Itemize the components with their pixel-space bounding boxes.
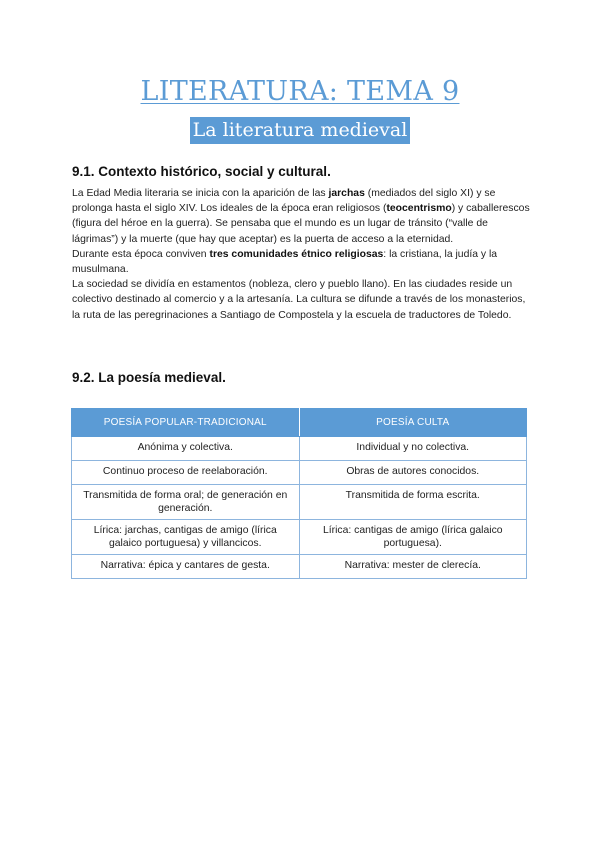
page-subtitle: La literatura medieval (190, 117, 411, 144)
subtitle-wrap (0, 117, 600, 144)
paragraph-edad-media (72, 186, 532, 247)
poetry-comparison-table (71, 408, 527, 579)
paragraph-comunidades (72, 247, 532, 277)
table-cell: Lírica: cantigas de amigo (lírica galaico portuguesa). (299, 520, 527, 555)
context-body (72, 186, 532, 323)
table-row (72, 437, 527, 461)
bold-term-teocentrismo: teocentrismo (386, 203, 452, 215)
paragraph-sociedad: La sociedad se dividía en estamentos (nobleza, clero y pueblo llano). En las ciudades reside un colectivo destinado al comercio y a la artesanía. La cultura se difunde a través de los monasterios, la ruta de las peregrinaciones a Santiago de Compostela y la escuela de traductores de Toledo. (72, 279, 526, 321)
table-cell: Narrativa: épica y cantares de gesta. (72, 555, 300, 579)
bold-term-jarchas: jarchas (328, 188, 365, 199)
table-row (72, 555, 527, 579)
table-cell: Transmitida de forma escrita. (299, 485, 527, 520)
table-cell: Transmitida de forma oral; de generación en generación. (72, 485, 300, 520)
text-run: : la cristiana, la judía y la musulmana. (72, 248, 498, 276)
text-run: La Edad Media literaria se inicia con la aparición de las (72, 188, 329, 199)
text-run: (mediados del siglo XI) y se prolonga hasta el siglo XIV. Los ideales de la época eran religiosos ( (72, 188, 496, 215)
table-cell: Anónima y colectiva. (72, 437, 300, 461)
table-cell: Obras de autores conocidos. (299, 461, 527, 485)
table-cell: Continuo proceso de reelaboración. (72, 461, 300, 485)
table-cell: Narrativa: mester de clerecía. (299, 555, 527, 579)
text-run: ) y caballerescos (figura del héroe en la guerra). Se pensaba que el mundo es un lugar de tránsito (“valle de lágrimas”) y la muerte (que hay que aceptar) es la puerta de acceso a la eternidad. (72, 203, 530, 245)
table-header-row (72, 409, 527, 437)
table-row (72, 485, 527, 520)
page-title: LITERATURA: TEMA 9 (140, 76, 460, 107)
table-row (72, 520, 527, 555)
table-cell: Lírica: jarchas, cantigas de amigo (lírica galaico portuguesa) y villancicos. (72, 520, 300, 555)
table-row (72, 461, 527, 485)
column-header-popular: POESÍA POPULAR-TRADICIONAL (72, 409, 300, 437)
bold-term-comunidades: tres comunidades étnico religiosas (209, 248, 384, 260)
section-heading-context: 9.1. Contexto histórico, social y cultural. (72, 164, 331, 179)
column-header-culta: POESÍA CULTA (299, 409, 527, 437)
table-cell: Individual y no colectiva. (299, 437, 527, 461)
text-run: Durante esta época conviven (72, 248, 210, 260)
section-heading-poesia: 9.2. La poesía medieval. (72, 370, 226, 385)
